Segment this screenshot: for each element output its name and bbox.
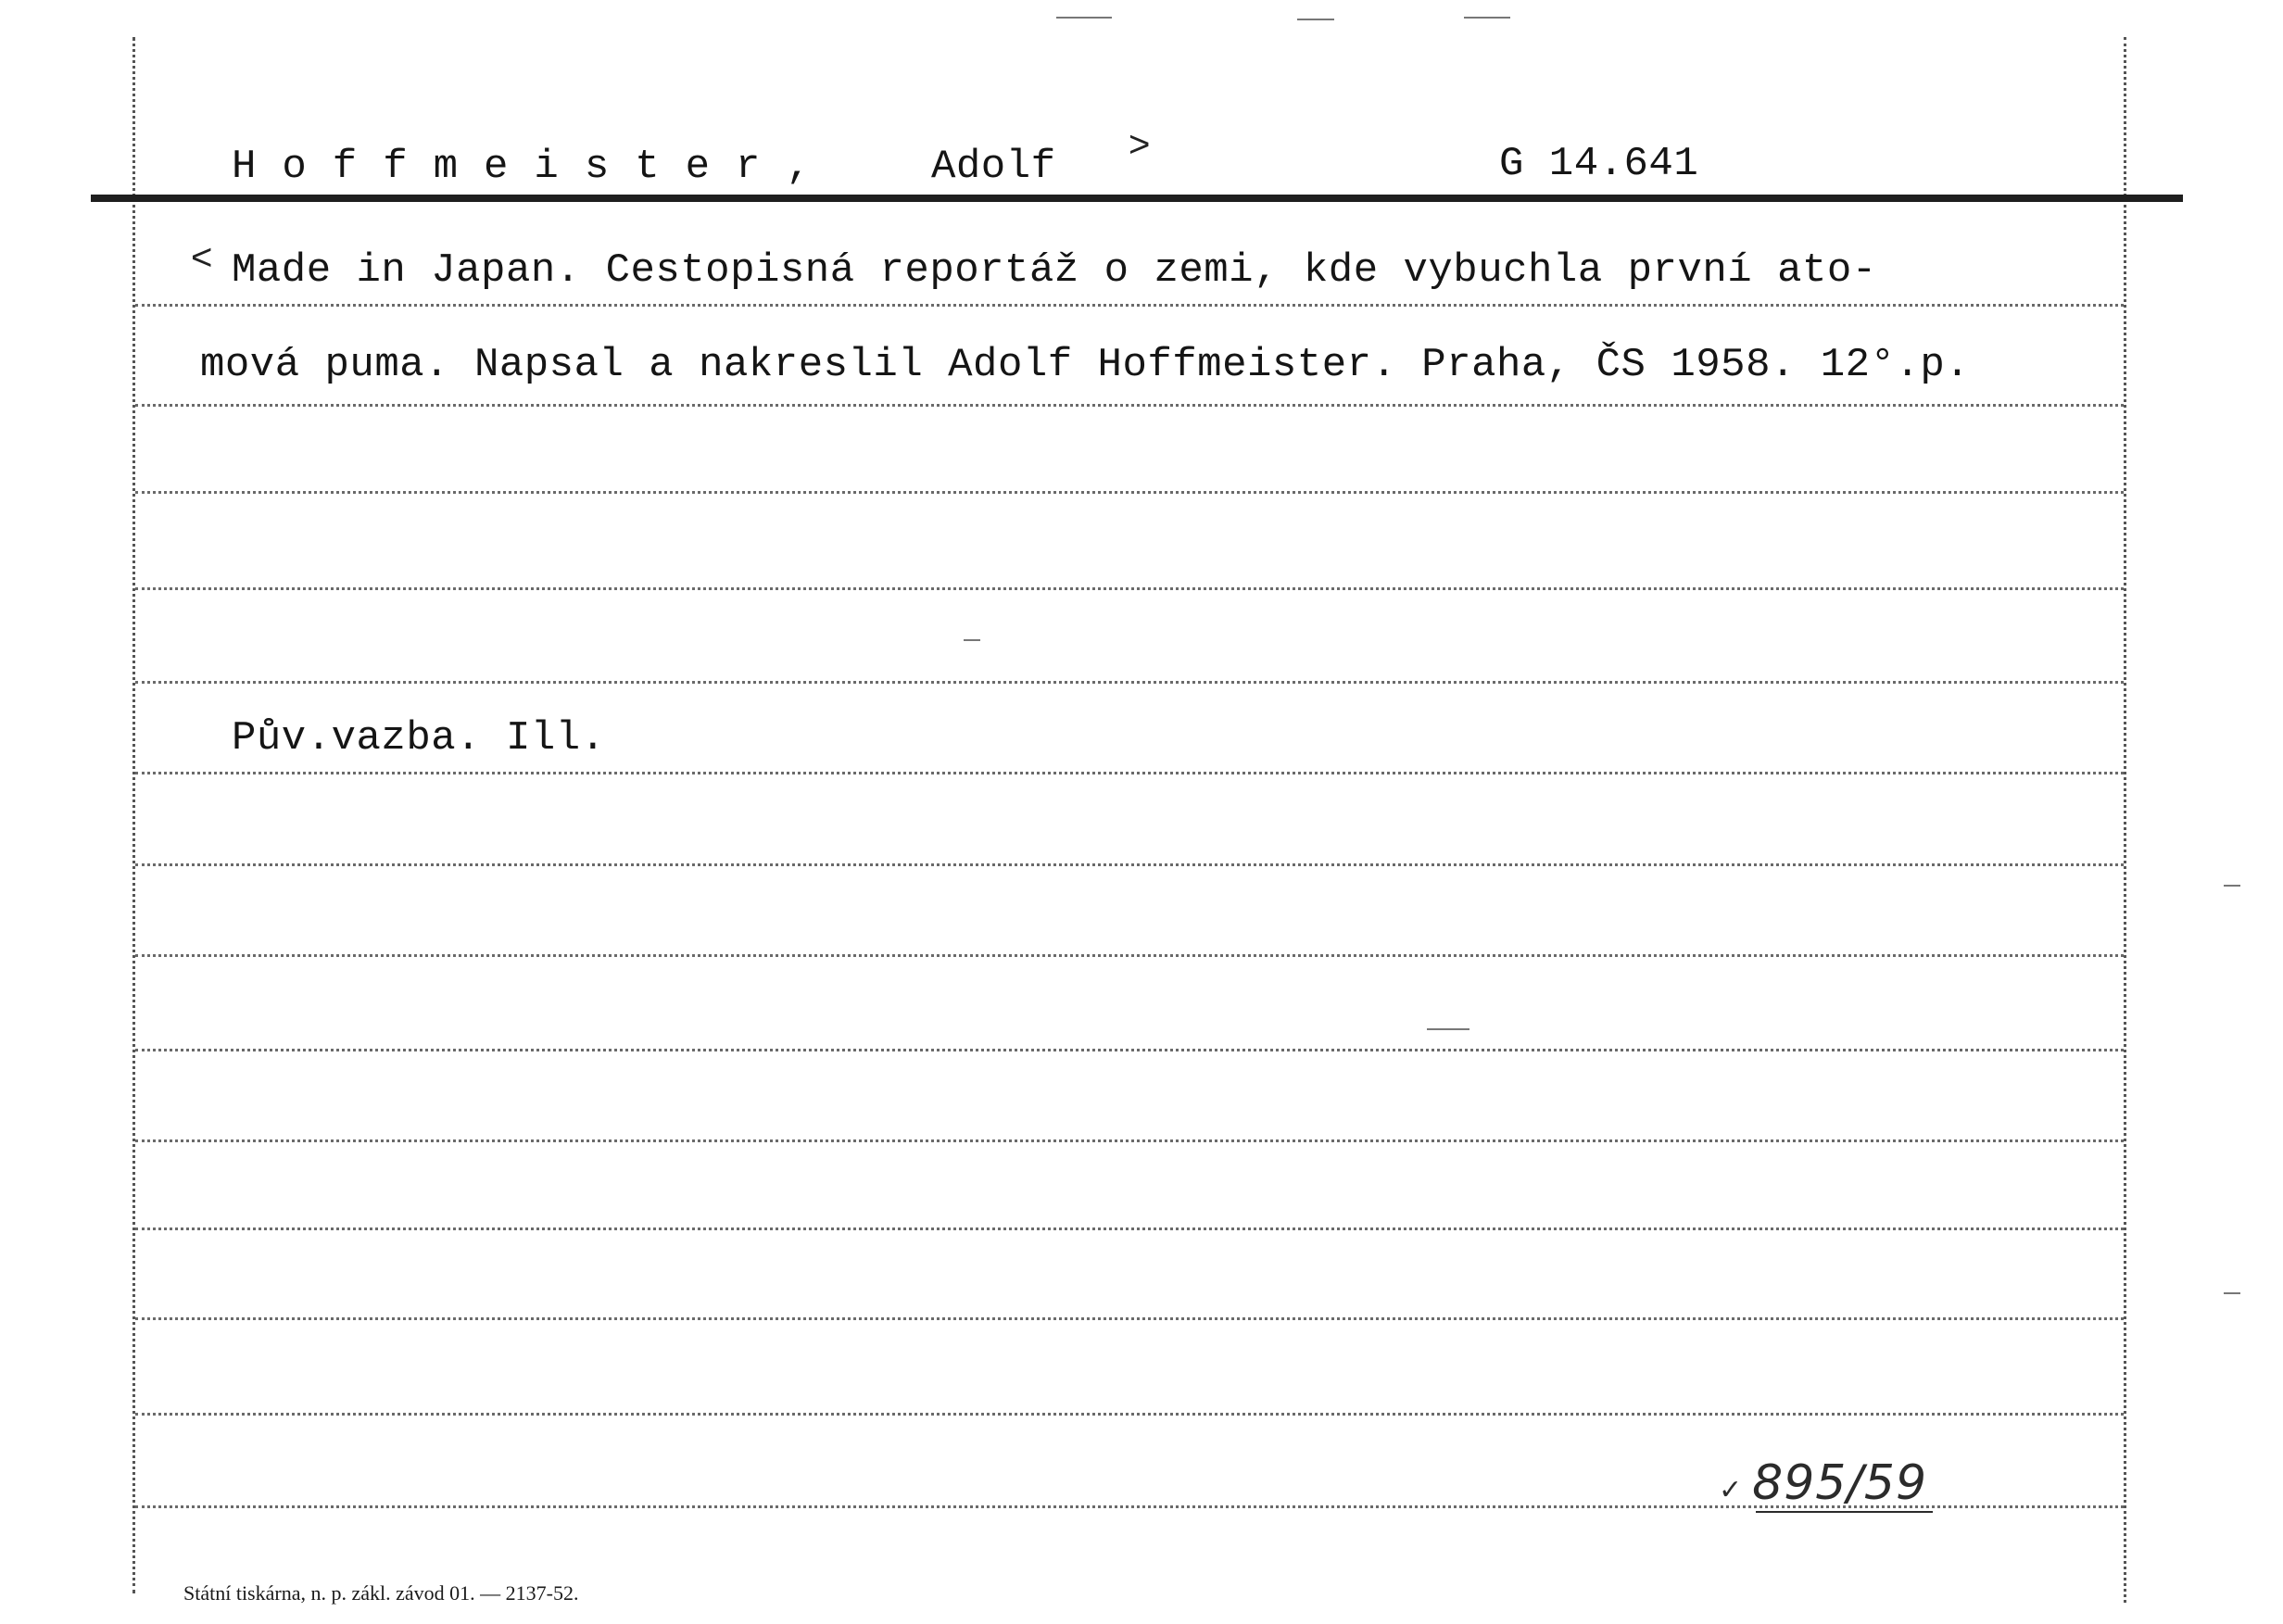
author-given-name: Adolf [931,144,1056,190]
physical-note: Pův.vazba. Ill. [232,715,606,762]
call-number: G 14.641 [1499,141,1699,187]
scan-speck [1297,19,1334,20]
ruled-line [135,954,2124,957]
ruled-line [135,491,2124,494]
heading-rule [91,195,2183,202]
ruled-line [135,404,2124,407]
ruled-line [135,1139,2124,1142]
check-mark: ✓ [1719,1474,1744,1506]
printer-imprint: Státní tiskárna, n. p. zákl. závod 01. — 2137-52. [183,1581,579,1605]
accession-number-text: 895/59 [1752,1455,1928,1511]
accession-number [1719,1455,1928,1511]
left-margin-line [132,37,135,1593]
ruled-line [135,1505,2124,1508]
scan-speck [1056,17,1112,19]
bracket-close-mark: > [1129,124,1151,165]
title-line-1: Made in Japan. Cestopisná reportáž o zemi, kde vybuchla první ato- [232,247,1877,294]
ruled-line [135,1413,2124,1416]
ruled-line [135,772,2124,774]
scan-speck [1464,17,1510,19]
title-line-2: mová puma. Napsal a nakreslil Adolf Hoffmeister. Praha, ČS 1958. 12°.p. [200,342,1971,388]
ruled-line [135,1049,2124,1051]
ruled-line [135,681,2124,684]
scan-speck [2224,885,2240,887]
scan-speck [964,639,980,641]
scan-speck [2224,1292,2240,1294]
scan-speck [1427,1028,1469,1030]
right-margin-line [2124,37,2126,1603]
author-surname: Hoffmeister, [232,144,837,190]
bracket-open-mark: < [191,237,213,278]
ruled-line [135,1227,2124,1230]
ruled-line [135,1317,2124,1320]
ruled-line [135,863,2124,866]
ruled-line [135,304,2124,307]
ruled-line [135,587,2124,590]
